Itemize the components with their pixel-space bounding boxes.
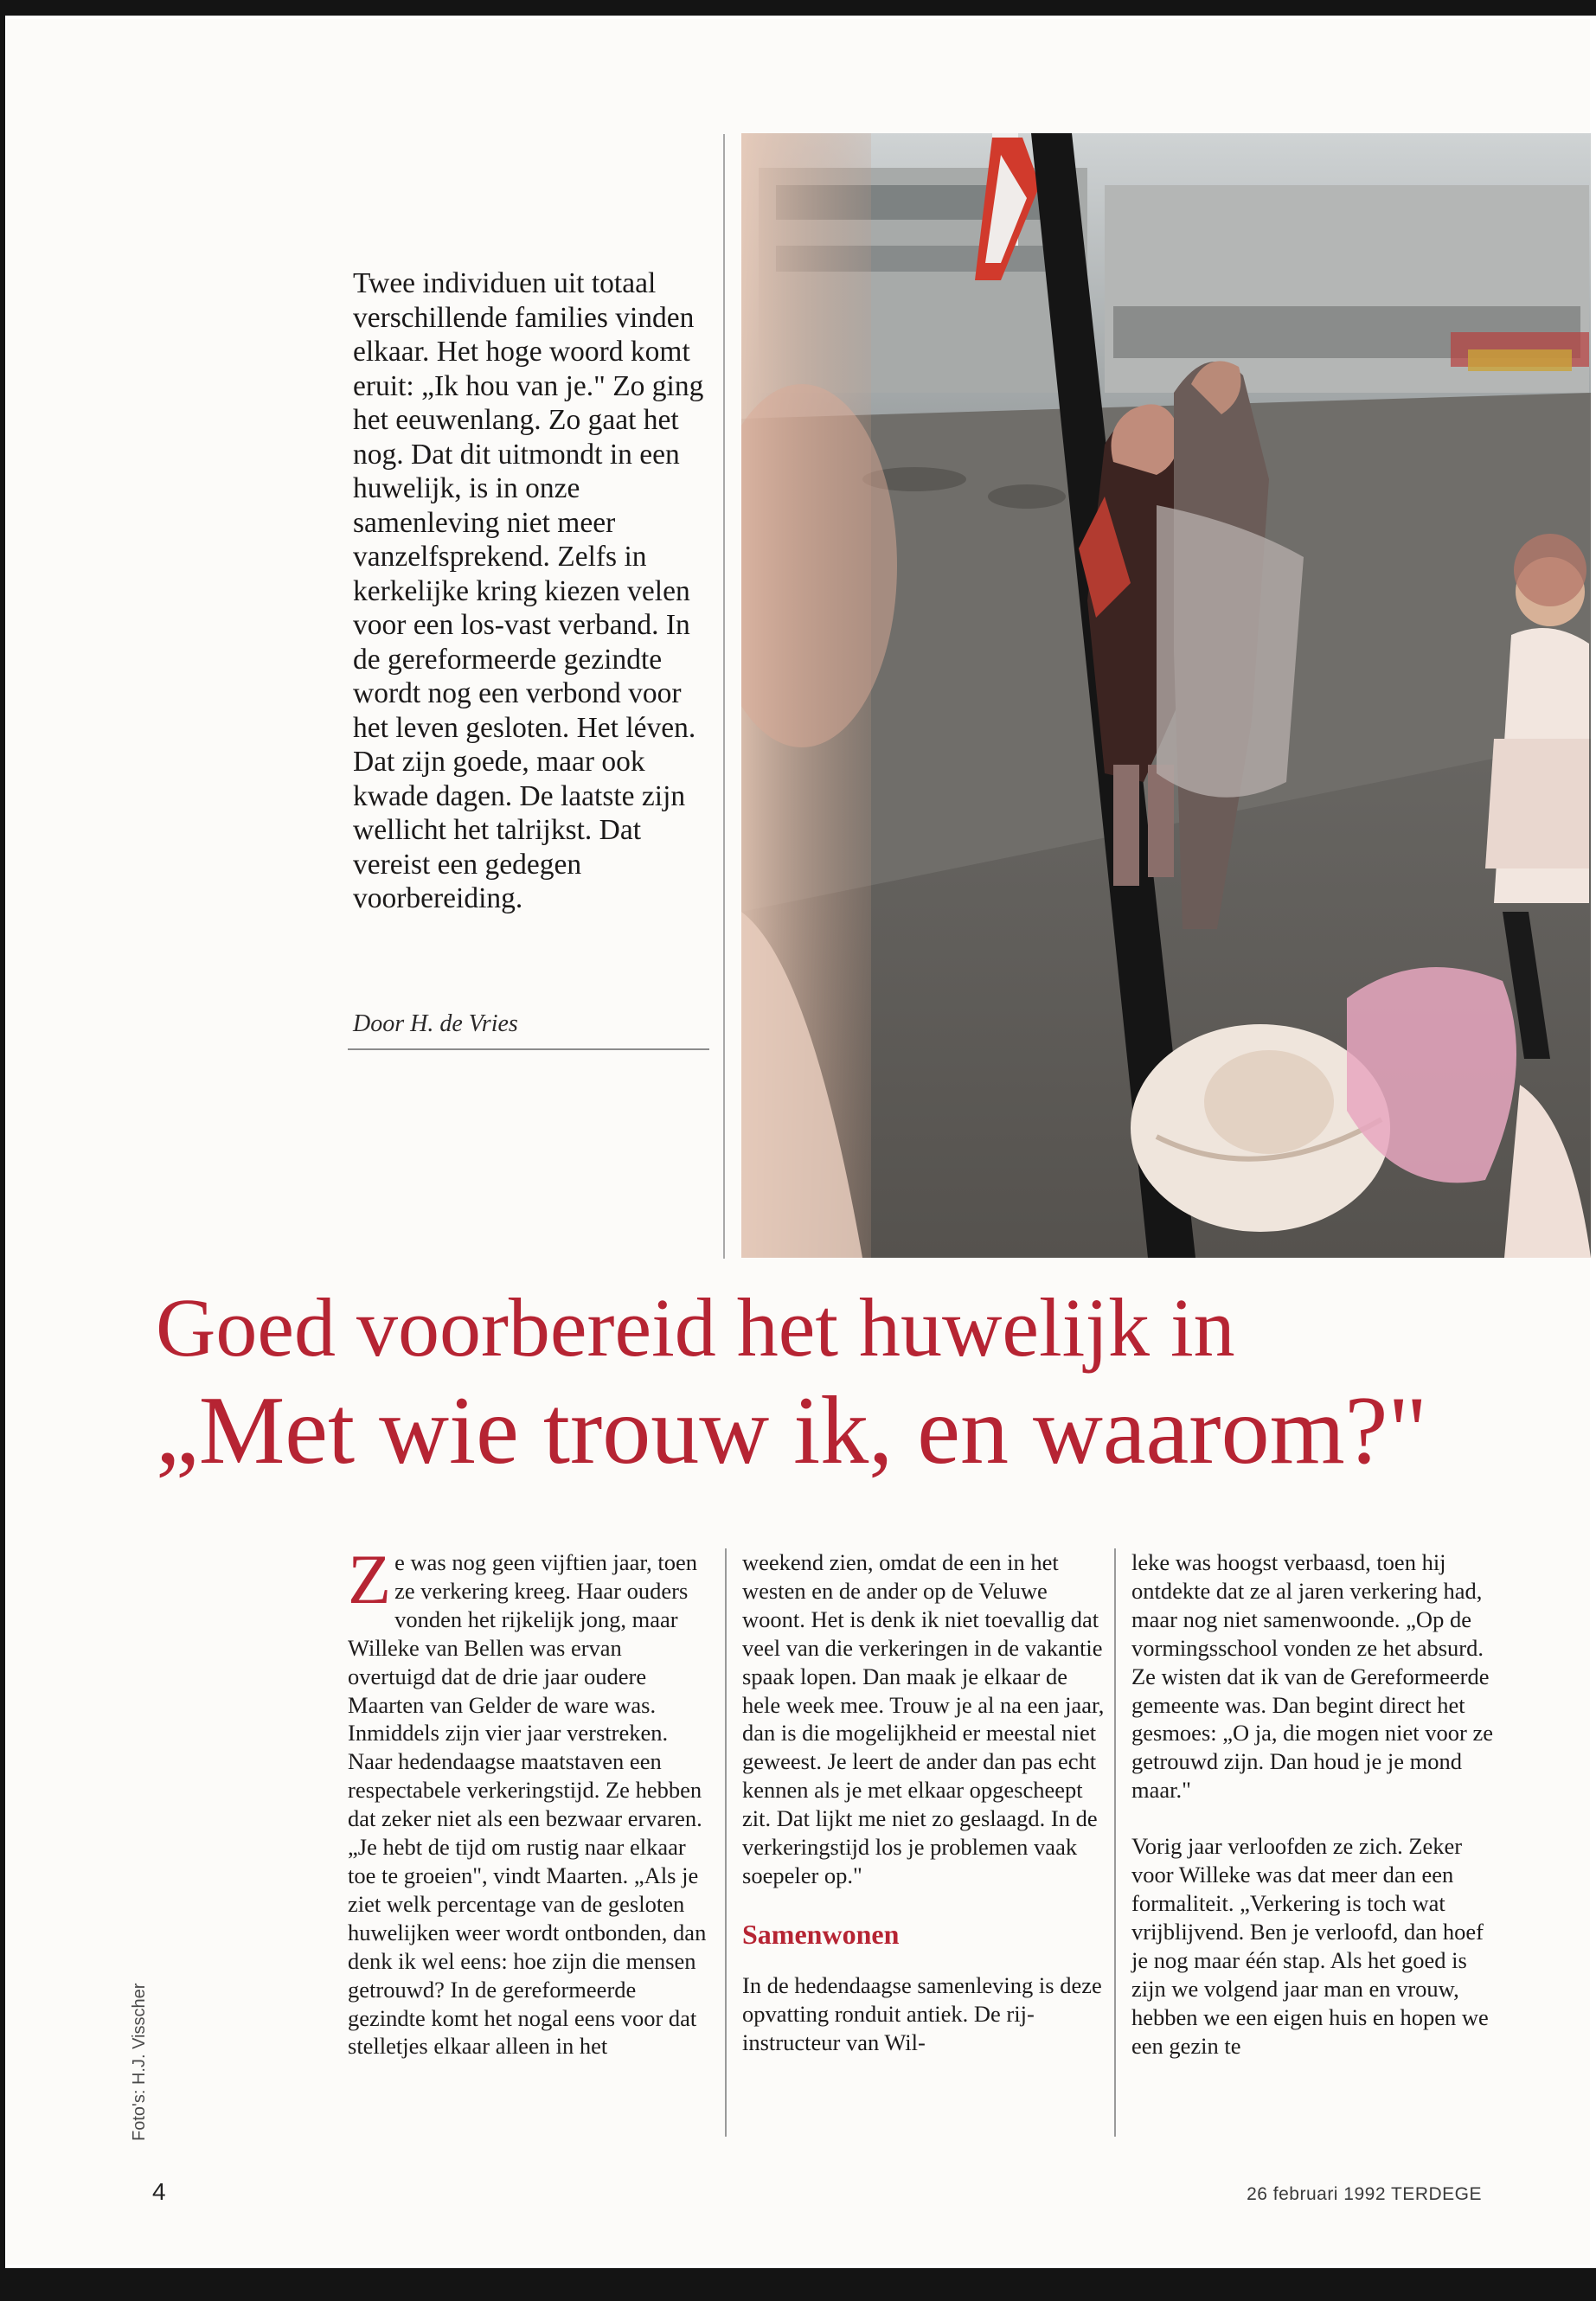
wedding-shop-window-photo xyxy=(741,133,1591,1258)
intro-column-divider xyxy=(723,134,725,1259)
intro-block xyxy=(353,266,708,916)
column-2-text-b: In de hedendaagse samenleving is deze opvatting ronduit antiek. De rij-instructeur van Wil- xyxy=(742,1971,1102,2055)
scan-border-left xyxy=(0,0,5,2301)
column-3-text-b: Vorig jaar verloofden ze zich. Zeker voor Willeke was dat meer dan een formaliteit. „Verkering is toch wat vrijblijvend. Ben je verloofd, dan hoef je nog maar één stap. Als het goed is zijn we volgend jaar man en vrouw, hebben we een eigen huis en hopen we een gezin te xyxy=(1131,1833,1489,2059)
body-column-1 xyxy=(348,1540,711,2088)
issue-footer: 26 februari 1992 TERDEGE xyxy=(1247,2184,1482,2204)
scan-border-top xyxy=(0,0,1596,16)
column-3-text: leke was hoogst verbaasd, toen hij ontdekte dat ze al jaren verkering had, maar nog niet samenwoonde. „Op de vormingsschool vonden ze het absurd. Ze wisten dat ik van de Gereformeerde gemeente was. Dan begint direct het gesmoes: „O ja, die mogen niet voor ze getrouwd zijn. Dan houd je je mond maar." xyxy=(1131,1549,1493,1804)
body-column-3 xyxy=(1131,1548,1495,2087)
photo-illustration xyxy=(741,133,1591,1258)
column-1-text: e was nog geen vijftien jaar, toen ze verkering kreeg. Haar ouders vonden het rijkelijk jong, maar Willeke van Bellen was ervan overtuigd dat de drie jaar oudere Maarten van Gelder de ware was. Inmiddels zijn vier jaar verstreken. Naar hedendaagse maatstaven een respectabele verkeringstijd. Ze hebben dat zeker niet als een bezwaar ervaren. „Je hebt de tijd om rustig naar elkaar toe te groeien", vindt Maarten. „Als je ziet welk percentage van de gesloten huwelijken weer wordt ontbonden, dan denk ik wel eens: hoe zijn die mensen getrouwd? In de gereformeerde gezindte komt het nogal eens voor dat stelletjes elkaar alleen in het xyxy=(348,1549,707,2060)
column-divider-2 xyxy=(1114,1548,1116,2137)
subheading: Samenwonen xyxy=(742,1918,900,1950)
drop-cap: Z xyxy=(348,1540,392,1618)
column-divider-1 xyxy=(725,1548,727,2137)
byline-divider xyxy=(348,1048,709,1050)
scan-border-bottom xyxy=(0,2268,1596,2301)
byline: Door H. de Vries xyxy=(353,1010,518,1037)
page-number: 4 xyxy=(152,2178,166,2205)
column-2-text: weekend zien, omdat de een in het westen en de ander op de Veluwe woont. Het is denk ik niet toevallig dat veel van die verkeringen in de vakantie spaak lopen. Dan maak je elkaar de hele week mee. Trouw je al na een jaar, dan is die mogelijkheid er meestal niet geweest. Je leert de ander dan pas echt kennen als je met elkaar opgescheept zit. Dat lijkt me niet zo geslaagd. In de verkeringstijd los je problemen vaak soepeler op." xyxy=(742,1549,1105,1888)
photo-credit: Foto's: H.J. Visscher xyxy=(130,1983,149,2141)
headline-line-1: Goed voorbereid het huwelijk in xyxy=(156,1281,1235,1374)
body-column-2 xyxy=(742,1548,1106,2085)
headline-line-2: „Met wie trouw ik, en waarom?" xyxy=(156,1377,1428,1484)
intro-text: Twee individuen uit totaal verschillende families vinden elkaar. Het hoge woord komt eruit: „Ik hou van je." Zo ging het eeuwenlang. Zo gaat het nog. Dat dit uitmondt in een huwelijk, is in onze samenleving niet meer vanzelfsprekend. Zelfs in kerkelijke kring kiezen velen voor een los-vast verband. In de gereformeerde gezindte wordt nog een verbond voor het leven gesloten. Het léven. Dat zijn goede, maar ook kwade dagen. De laatste zijn wellicht het talrijkst. Dat vereist een gedegen voorbereiding. xyxy=(353,267,704,914)
